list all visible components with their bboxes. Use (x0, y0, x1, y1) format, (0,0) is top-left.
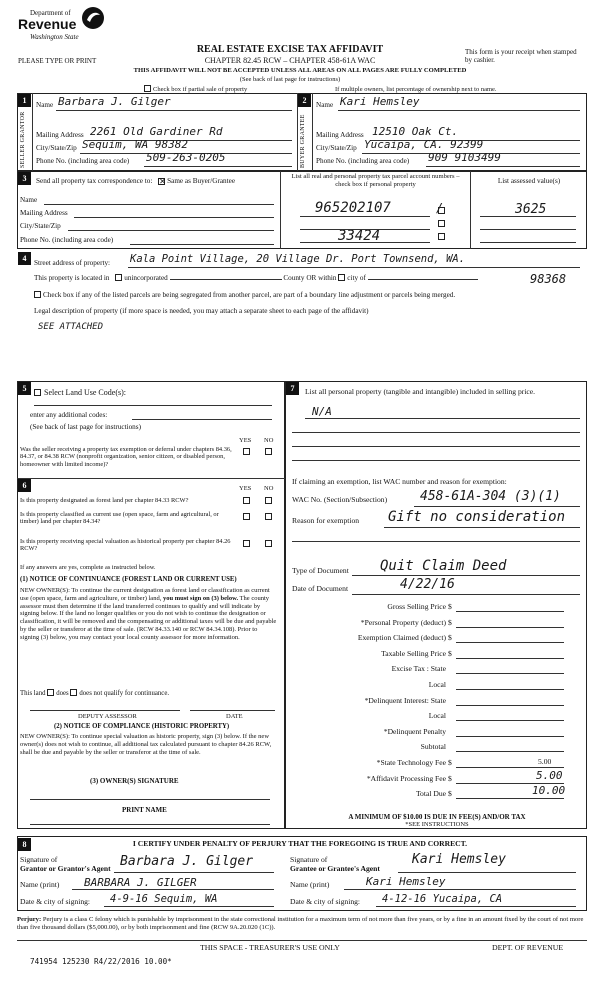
multiple-owners: If multiple owners, list percentage of ownership next to name. (335, 86, 497, 93)
buyer-phone[interactable]: 909 9103499 (428, 151, 501, 164)
s3-phone-label: Phone No. (including area code) (20, 236, 114, 244)
grantee-date[interactable]: 4-12-16 Yucaipa, CA (382, 893, 503, 905)
owner-signature-label: (3) OWNER(S) SIGNATURE (90, 777, 179, 785)
minimum-due: A MINIMUM OF $10.00 IS DUE IN FEE(S) AND/OR TAX (348, 813, 526, 821)
section-7-badge: 7 (286, 382, 299, 395)
deputy-assessor: DEPUTY ASSESSOR (78, 713, 137, 720)
land-use-checkbox[interactable] (34, 389, 41, 396)
see-back: (See back of last page for instructions) (239, 76, 341, 83)
assessor-date: DATE (226, 713, 243, 720)
fee-row: Local (292, 679, 582, 695)
buyer-side-label: BUYER GRANTEE (300, 114, 306, 168)
seller-name[interactable]: Barbara J. Gilger (58, 95, 171, 108)
no-header-6: NO (264, 485, 274, 492)
fee-row: Gross Selling Price $ (292, 601, 582, 617)
doc-date[interactable]: 4/22/16 (400, 577, 455, 592)
see-instructions: *SEE INSTRUCTIONS (405, 821, 469, 828)
s6-q1-no[interactable] (265, 497, 272, 504)
street-label: Street address of property: (34, 259, 111, 267)
parcel-2[interactable]: 33424 (338, 228, 381, 244)
continuance-title: (1) NOTICE OF CONTINUANCE (FOREST LAND OR CURRENT USE) (20, 576, 237, 583)
s3-name-label: Name (20, 196, 38, 204)
same-as-buyer-checkbox[interactable]: ✕ (159, 177, 166, 186)
grantor-sig-label: Signature of Grantor or Grantor's Agent (20, 855, 111, 873)
segregated-line: Check box if any of the listed parcels are being segregated from another parcel, are part of a boundary line adjustment or parcels being merged. (34, 291, 455, 299)
print-name-label: PRINT NAME (122, 806, 167, 814)
fee-table (292, 601, 582, 804)
does-not-checkbox[interactable] (70, 689, 77, 696)
doc-date-label: Date of Document (292, 584, 349, 593)
no-header-5: NO (264, 437, 274, 444)
yes-header-5: YES (239, 437, 252, 444)
parcel-1-personal-checkbox[interactable] (438, 207, 445, 214)
state-tech-fee-value: 5.00 (538, 756, 552, 766)
exempt-intro: If claiming an exemption, list WAC number and reason for exemption: (292, 477, 507, 486)
buyer-address-label: Mailing Address (316, 131, 364, 139)
affidavit-fee-value[interactable]: 5.00 (536, 768, 563, 782)
yes-header-6: YES (239, 485, 252, 492)
street-address[interactable]: Kala Point Village, 20 Village Dr. Port Townsend, WA. (130, 253, 466, 265)
section-4-badge: 4 (18, 252, 31, 265)
s5-q1-yes[interactable] (243, 448, 250, 455)
certify-statement: I CERTIFY UNDER PENALTY OF PERJURY THAT THE FOREGOING IS TRUE AND CORRECT. (132, 839, 468, 848)
seller-side-label: SELLER GRANTOR (20, 111, 26, 168)
fee-row: *Delinquent Penalty (292, 726, 582, 742)
grantee-date-label: Date & city of signing: (290, 897, 361, 906)
parcel-1[interactable]: 965202107 (315, 200, 391, 216)
personal-property-label: List all personal property (tangible and intangible) included in selling price. (305, 387, 536, 396)
doc-type[interactable]: Quit Claim Deed (380, 558, 507, 574)
s6-q3-yes[interactable] (243, 540, 250, 547)
seller-address-label: Mailing Address (36, 131, 84, 139)
city-checkbox[interactable] (338, 274, 345, 281)
perjury-notice: Perjury: Perjury is a class C felony which is punishable by imprisonment in the state correctional institution for a maximum term of not more than five years, or by a fine in an amount fixed by the court of not more than five thousand dollars ($5,000.00), or by both imprisonment and fine (RCW 9A.20.020 (1C)). (17, 916, 584, 932)
buyer-address[interactable]: 12510 Oak Ct. (372, 125, 459, 138)
grantor-name[interactable]: BARBARA J. GILGER (84, 876, 197, 889)
fee-row: Total Due $ 10.00 (415, 784, 566, 799)
fee-row: Excise Tax : State (292, 663, 582, 679)
seller-city-label: City/State/Zip (36, 144, 77, 152)
s6-q2: Is this property classified as current use (open space, farm and agricultural, or timber) land per chapter 84.34? (20, 511, 219, 526)
grantee-name[interactable]: Kari Hemsley (366, 875, 446, 888)
grantor-date-label: Date & city of signing: (20, 897, 91, 906)
compliance-title: (2) NOTICE OF COMPLIANCE (HISTORIC PROPERTY) (54, 723, 230, 730)
buyer-city-label: City/State/Zip (316, 144, 357, 152)
agency-line3: Washington State (30, 33, 79, 41)
seller-phone-label: Phone No. (including area code) (36, 157, 130, 165)
doc-type-label: Type of Document (292, 566, 349, 575)
grantor-name-label: Name (print) (20, 880, 60, 889)
s6-q1-yes[interactable] (243, 497, 250, 504)
section-8-badge: 8 (18, 838, 31, 851)
segregated-checkbox[interactable] (34, 291, 41, 298)
grantor-date[interactable]: 4-9-16 Sequim, WA (110, 893, 218, 905)
buyer-name-label: Name (316, 101, 334, 109)
seller-phone[interactable]: 509-263-0205 (146, 151, 226, 164)
s6-q3: Is this property receiving special valuation as historical property per chapter 84.26 RCW? (20, 538, 231, 553)
zip-code[interactable]: 98368 (530, 272, 567, 286)
s6-q2-no[interactable] (265, 513, 272, 520)
parcel-3-personal-checkbox[interactable] (438, 220, 445, 227)
section-5-badge: 5 (18, 382, 31, 395)
legal-label: Legal description of property (if more space is needed, you may attach a separate sheet to each page of the affidavit) (34, 307, 369, 315)
s3-address-label: Mailing Address (20, 209, 68, 217)
agency-line1: Department of (30, 9, 71, 17)
treasurer-use: THIS SPACE - TREASURER'S USE ONLY (200, 943, 340, 952)
fee-row: Exemption Claimed (deduct) $ (292, 632, 582, 648)
buyer-phone-label: Phone No. (including area code) (316, 157, 410, 165)
dor-logo (18, 6, 128, 46)
parcel-1-check: / (436, 201, 444, 215)
s6-q2-yes[interactable] (243, 513, 250, 520)
reason-label: Reason for exemption (292, 516, 360, 525)
located-line: This property is located in unincorporated County OR within city of (34, 274, 478, 282)
form-title: REAL ESTATE EXCISE TAX AFFIDAVIT (196, 44, 384, 55)
form-notice: THIS AFFIDAVIT WILL NOT BE ACCEPTED UNLESS ALL AREAS ON ALL PAGES ARE FULLY COMPLETED (133, 67, 467, 74)
section-2-badge: 2 (298, 94, 311, 107)
dor-logo-icon (81, 6, 105, 30)
s5-q1-no[interactable] (265, 448, 272, 455)
continuance-body: NEW OWNER(S): To continue the current designation as forest land or classification as current use (open space, farm and agriculture, or timber) land, you must sign on (3) below. The county assessor must then determine if the land transferred continues to qualify and will indicate by signing below. If the land no longer qualifies or you do not wish to continue the designation or classification, it will be removed and the compensating or additional taxes will be due and payable by the seller or transferor at the time of sale. (RCW 84.33.140 or RCW 84.34.108). Prior to signing (3) below, you may contact your local county assessor for more information. (20, 587, 277, 641)
legal-description[interactable]: SEE ATTACHED (38, 322, 104, 332)
s6-q3-no[interactable] (265, 540, 272, 547)
fee-row: *Personal Property (deduct) $ (292, 617, 582, 633)
buyer-city[interactable]: Yucaipa, CA. 92399 (364, 138, 484, 151)
personal-property[interactable]: N/A (312, 405, 332, 418)
parcel-header: List all real and personal property tax parcel account numbers – check box if personal property (291, 173, 460, 188)
grantee-sig-label: Signature of Grantee or Grantee's Agent (290, 855, 380, 873)
if-yes-note: If any answers are yes, complete as instructed below. (20, 564, 156, 571)
agency-line2: Revenue (18, 16, 77, 32)
buyer-name[interactable]: Kari Hemsley (340, 95, 420, 108)
fee-row: *Affidavit Processing Fee $ 5.00 (366, 768, 563, 783)
wac-number[interactable]: 458-61A-304 (3)(1) (420, 489, 561, 504)
fee-row: Subtotal (292, 741, 582, 757)
seller-address[interactable]: 2261 Old Gardiner Rd (90, 125, 223, 138)
parcel-2-personal-checkbox[interactable] (438, 233, 445, 240)
grantee-name-label: Name (print) (290, 880, 330, 889)
section-1-badge: 1 (18, 94, 31, 107)
grantee-signature[interactable]: Kari Hemsley (412, 852, 506, 867)
fee-row: Taxable Selling Price $ (292, 648, 582, 664)
section-3-badge: 3 (18, 172, 31, 185)
assessed-1[interactable]: 3625 (515, 202, 547, 217)
s6-q1: Is this property designated as forest land per chapter 84.33 RCW? (20, 497, 189, 504)
seller-name-label: Name (36, 101, 54, 109)
see-back-5: (See back of last page for instructions) (30, 423, 141, 431)
form-chapter: CHAPTER 82.45 RCW – CHAPTER 458-61A WAC (204, 56, 376, 65)
compliance-body: NEW OWNER(S): To continue special valuation as historic property, sign (3) below. If the new owner(s) does not wish to continue, all additional tax calculated pursuant to chapter 84.26 RCW, shall be due and payable by the seller or transferor at the time of sale. (20, 733, 272, 756)
please-type: PLEASE TYPE OR PRINT (18, 57, 97, 65)
this-land-line: This land does does not qualify for continuance. (20, 690, 170, 697)
land-use-label: Select Land Use Code(s): (44, 388, 126, 397)
fee-row: *Delinquent Interest: State (292, 695, 582, 711)
wac-label: WAC No. (Section/Subsection) (292, 495, 388, 504)
fee-row: Local (292, 710, 582, 726)
send-correspondence: Send all property tax correspondence to: ✕Same as Buyer/Grantee (36, 177, 236, 186)
grantor-signature[interactable]: Barbara J. Gilger (120, 854, 254, 869)
partial-sale-checkbox[interactable] (144, 85, 151, 92)
exempt-reason[interactable]: Gift no consideration (388, 509, 566, 525)
additional-codes-label: enter any additional codes: (30, 411, 108, 419)
receipt-note: This form is your receipt when stamped by cashier. (465, 48, 577, 65)
section-6-badge: 6 (18, 479, 31, 492)
fee-row: *State Technology Fee $ 5.00 (292, 757, 582, 773)
does-checkbox[interactable] (47, 689, 54, 696)
assessed-header: List assessed value(s) (497, 177, 561, 185)
unincorporated-checkbox[interactable] (115, 274, 122, 281)
dept-revenue: DEPT. OF REVENUE (492, 943, 564, 952)
s3-city-label: City/State/Zip (20, 222, 61, 230)
s5-question: Was the seller receiving a property tax exemption or deferral under chapters 84.36, 84.37, or 84.38 RCW (nonprofit organization, senior citizen, or disabled person, homeowner with limited income)? (20, 446, 232, 468)
seller-city[interactable]: Sequim, WA 98382 (82, 138, 188, 151)
partial-sale: Check box if partial sale of property (144, 85, 247, 93)
total-due-value[interactable]: 10.00 (532, 784, 566, 798)
cashier-stamp: 741954 125230 R4/22/2016 10.00* (30, 957, 172, 966)
